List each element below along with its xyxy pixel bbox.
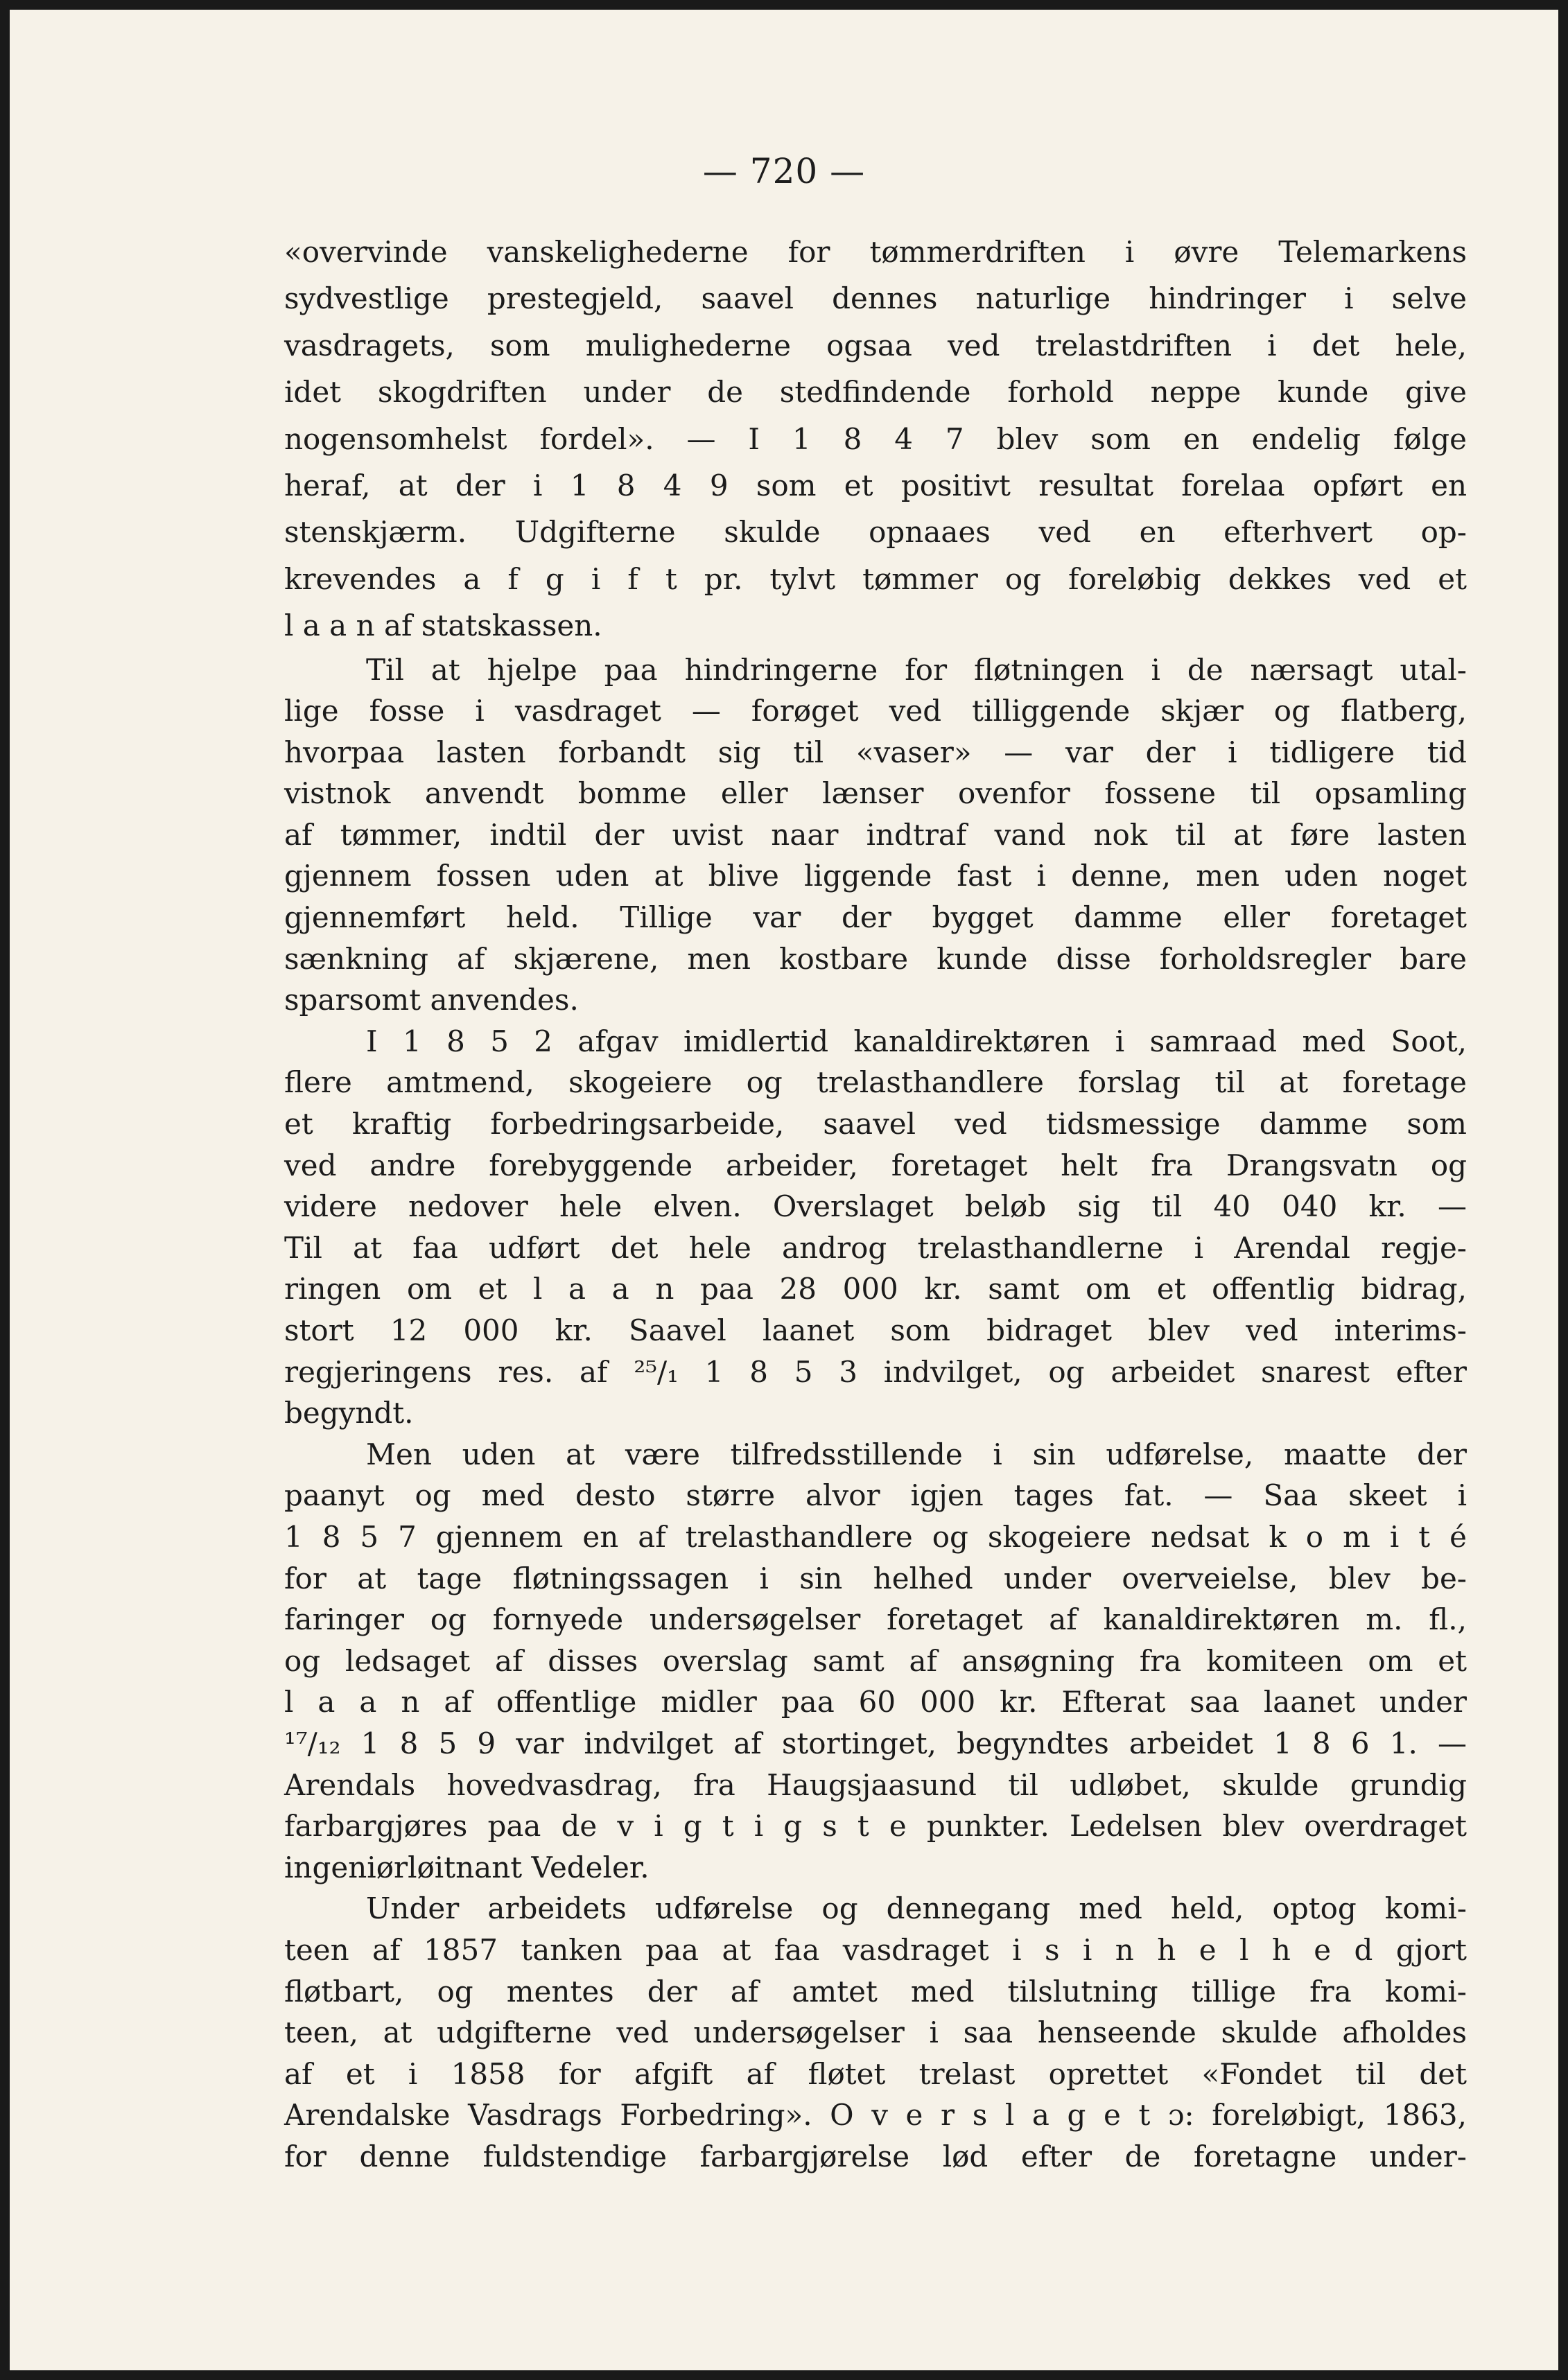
- text-line: af tømmer, indtil der uvist naar indtraf vand nok til at føre lasten: [284, 817, 1467, 852]
- text-line: Til at faa udført det hele androg trelasthandlerne i Arendal regje-: [284, 1230, 1467, 1265]
- text-line: teen af 1857 tanken paa at faa vasdraget i s i n h e l h e d gjort: [284, 1932, 1467, 1967]
- text-line: sydvestlige prestegjeld, saavel dennes naturlige hindringer i selve: [284, 281, 1467, 316]
- text-line: regjeringens res. af ²⁵/₁ 1 8 5 3 indvilget, og arbeidet snarest efter: [284, 1354, 1467, 1389]
- text-line: stenskjærm. Udgifterne skulde opnaaes ved en efterhvert op-: [284, 515, 1467, 550]
- text-line: sænkning af skjærene, men kostbare kunde disse forholdsregler bare: [284, 941, 1467, 976]
- text-line: Men uden at være tilfredsstillende i sin udførelse, maatte der: [366, 1437, 1467, 1471]
- paragraph-5: [284, 1888, 1467, 2177]
- text-line: Under arbeidets udførelse og dennegang med held, optog komi-: [366, 1891, 1467, 1926]
- text-line: ingeniørløitnant Vedeler.: [284, 1850, 650, 1884]
- text-line: videre nedover hele elven. Overslaget beløb sig til 40 040 kr. —: [284, 1189, 1467, 1224]
- text-line: ved andre forebyggende arbeider, foretaget helt fra Drangsvatn og: [284, 1148, 1467, 1182]
- body-text: [284, 229, 1467, 2177]
- text-line: Arendalske Vasdrags Forbedring». O v e r s l a g e t ɔ: foreløbigt, 1863,: [284, 2098, 1467, 2133]
- text-line: heraf, at der i 1 8 4 9 som et positivt resultat forelaa opført en: [284, 468, 1467, 502]
- text-line: krevendes a f g i f t pr. tylvt tømmer og foreløbig dekkes ved et: [284, 561, 1467, 596]
- text-line: idet skogdriften under de stedfindende forhold neppe kunde give: [284, 375, 1467, 410]
- page-number: — 720 —: [702, 151, 866, 191]
- paragraph-1: [284, 229, 1467, 649]
- text-line: ringen om et l a a n paa 28 000 kr. samt om et offentlig bidrag,: [284, 1272, 1467, 1306]
- text-line: begyndt.: [284, 1396, 414, 1430]
- text-line: Arendals hovedvasdrag, fra Haugsjaasund til udløbet, skulde grundig: [284, 1767, 1467, 1802]
- text-line: flere amtmend, skogeiere og trelasthandlere forslag til at foretage: [284, 1065, 1467, 1100]
- text-line: faringer og fornyede undersøgelser foretaget af kanaldirektøren m. fl.,: [284, 1602, 1467, 1637]
- text-line: Til at hjelpe paa hindringerne for fløtningen i de nærsagt utal-: [366, 652, 1467, 687]
- text-line: og ledsaget af disses overslag samt af ansøgning fra komiteen om et: [284, 1643, 1467, 1678]
- text-line: fløtbart, og mentes der af amtet med tilslutning tillige fra komi-: [284, 1974, 1467, 2009]
- text-line: for denne fuldstendige farbargjørelse lød efter de foretagne under-: [284, 2139, 1467, 2173]
- paragraph-3: [284, 1021, 1467, 1434]
- text-line: «overvinde vanskelighederne for tømmerdriften i øvre Telemarkens: [284, 235, 1467, 269]
- text-line: af et i 1858 for afgift af fløtet trelast oprettet «Fondet til det: [284, 2056, 1467, 2091]
- text-line: nogensomhelst fordel». — I 1 8 4 7 blev som en endelig følge: [284, 421, 1467, 456]
- text-line: stort 12 000 kr. Saavel laanet som bidraget blev ved interims-: [284, 1313, 1467, 1348]
- text-line: paanyt og med desto større alvor igjen tages fat. — Saa skeet i: [284, 1478, 1467, 1513]
- text-line: ¹⁷/₁₂ 1 8 5 9 var indvilget af stortinget, begyndtes arbeidet 1 8 6 1. —: [284, 1726, 1467, 1760]
- text-line: sparsomt anvendes.: [284, 983, 579, 1017]
- paragraph-4: [284, 1434, 1467, 1889]
- text-line: hvorpaa lasten forbandt sig til «vaser» — var der i tidligere tid: [284, 735, 1467, 769]
- text-line: gjennem fossen uden at blive liggende fast i denne, men uden noget: [284, 859, 1467, 893]
- text-line: lige fosse i vasdraget — forøget ved tilliggende skjær og flatberg,: [284, 694, 1467, 728]
- text-line: et kraftig forbedringsarbeide, saavel ved tidsmessige damme som: [284, 1107, 1467, 1141]
- text-line: teen, at udgifterne ved undersøgelser i saa henseende skulde afholdes: [284, 2015, 1467, 2050]
- paragraph-2: [284, 649, 1467, 1021]
- text-line: gjennemført held. Tillige var der bygget damme eller foretaget: [284, 900, 1467, 935]
- text-line: farbargjøres paa de v i g t i g s t e punkter. Ledelsen blev overdraget: [284, 1809, 1467, 1844]
- text-line: vasdragets, som mulighederne ogsaa ved trelastdriften i det hele,: [284, 328, 1467, 362]
- text-line: vistnok anvendt bomme eller lænser ovenfor fossene til opsamling: [284, 776, 1467, 811]
- text-line: l a a n af statskassen.: [284, 609, 602, 643]
- text-line: for at tage fløtningssagen i sin helhed under overveielse, blev be-: [284, 1561, 1467, 1595]
- text-line: I 1 8 5 2 afgav imidlertid kanaldirektøren i samraad med Soot,: [366, 1024, 1467, 1058]
- text-line: l a a n af offentlige midler paa 60 000 kr. Efterat saa laanet under: [284, 1685, 1467, 1720]
- text-line: 1 8 5 7 gjennem en af trelasthandlere og skogeiere nedsat k o m i t é: [284, 1519, 1467, 1554]
